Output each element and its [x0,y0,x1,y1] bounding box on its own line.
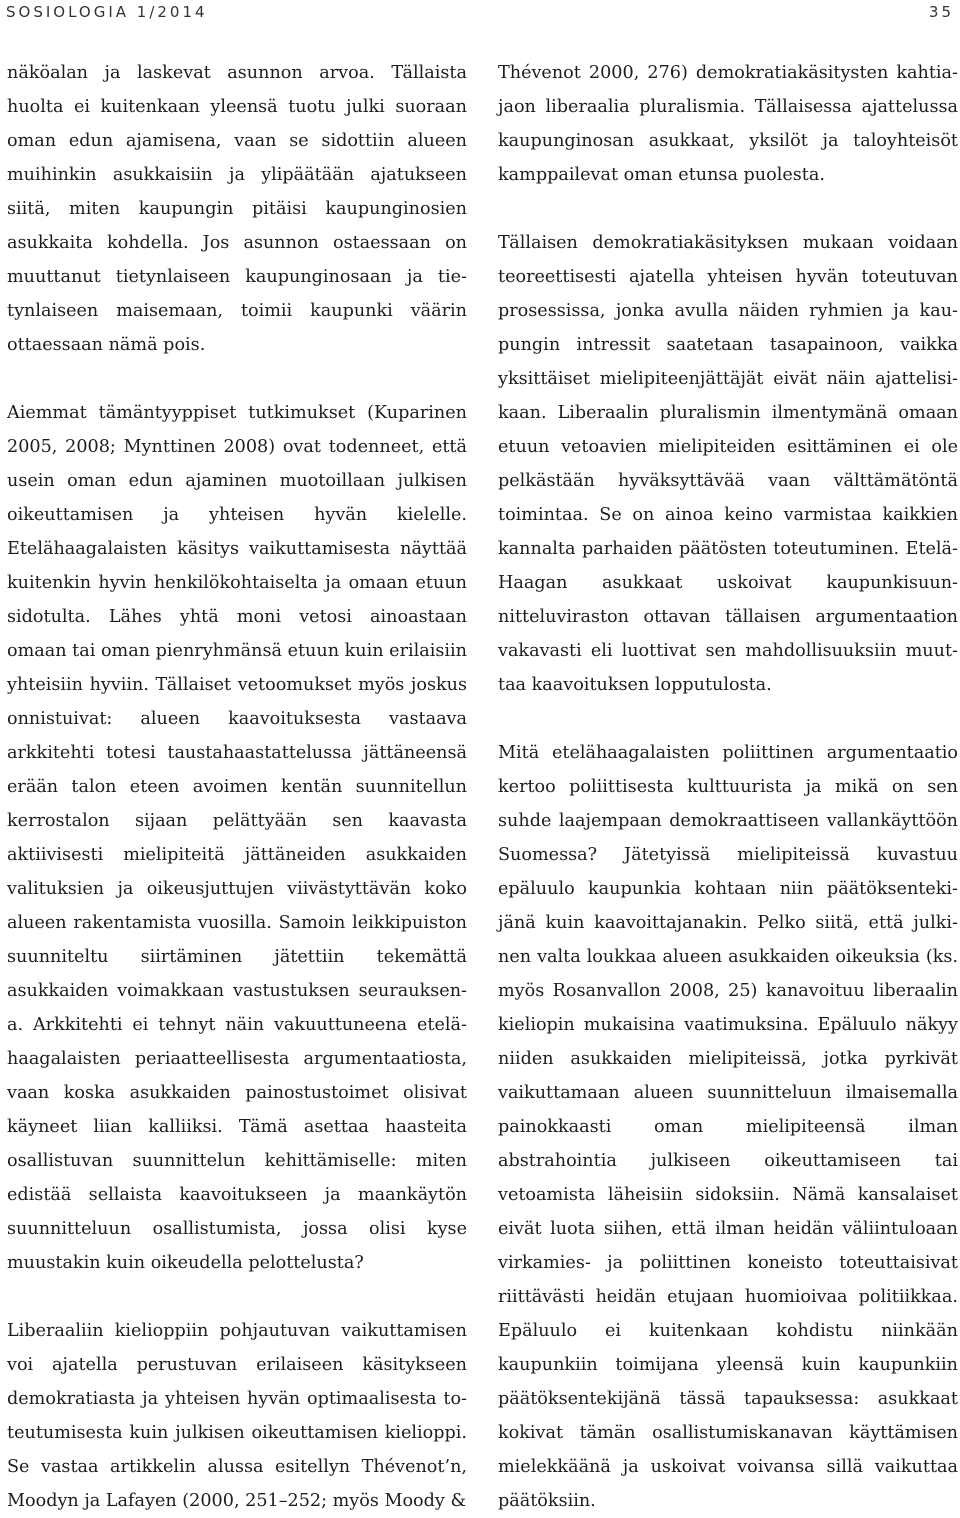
journal-title: SOSIOLOGIA 1/2014 [6,3,208,21]
left-paragraph-3: Liberaaliin kielioppiin pohjautuvan vaikuttamisen voi ajatella perustuvan erilaiseen käsitykseen demokratiasta ja yhteisen hyvän optimaalisesta toteutumisesta kuin julkisen oikeuttamisen kielioppi. Se vastaa artikkelin alussa esitellyn Thévenot’n, Moodyn ja Lafayen (2000, 251–252; myös Moody & [7,1321,467,1511]
page-header [6,0,954,24]
right-paragraph-3: Mitä etelähaagalaisten poliittinen argumentaatio kertoo poliittisesta kulttuurista ja mikä on sen suhde laajempaan demokraattiseen vallankäyttöön Suomessa? Jätetyissä mielipiteissä kuvastuu epäluulo kaupunkia kohtaan niin päätöksentekijänä kuin kaavoittajanakin. Pelko siitä, että julkinen valta loukkaa alueen asukkaiden oikeuksia (ks. myös Rosanvallon 2008, 25) kanavoituu liberaalin kieliopin mukaisina vaatimuksina. Epäluulo näkyy niiden asukkaiden mielipiteissä, jotka pyrkivät vaikuttamaan alueen suunnitteluun ilmaisemalla painokkaasti oman mielipiteensä ilman abstrahointia julkiseen oikeuttamiseen tai vetoamista läheisiin sidoksiin. Nämä kansalaiset eivät luota siihen, että ilman heidän väliintuloaan virkamies- ja poliittinen koneisto toteuttaisivat riittävästi heidän etujaan huomioivaa politiikkaa. Epäluulo ei kuitenkaan kohdistu niinkään kaupunkiin toimijana yleensä kuin kaupunkiin päätöksentekijänä tässä tapauksessa: asukkaat kokivat tämän osallistumiskanavan käyttämisen mielekkäänä ja uskoivat voivansa sillä vaikuttaa päätöksiin. [498,743,958,1511]
left-paragraph-2: Aiemmat tämäntyyppiset tutkimukset (Kuparinen 2005, 2008; Mynttinen 2008) ovat todenneet, että usein oman edun ajaminen muotoillaan julkisen oikeuttamisen ja yhteisen hyvän kielelle. Etelähaagalaisten käsitys vaikuttamisesta näyttää kuitenkin hyvin henkilökohtaiselta ja omaan etuun sidotulta. Lähes yhtä moni vetosi ainoastaan omaan tai oman pienryhmänsä etuun kuin erilaisiin yhteisiin hyviin. Tällaiset vetoomukset myös joskus onnistuivat: alueen kaavoituksesta vastaava arkkitehti totesi taustahaastattelussa jättäneensä erään talon eteen avoimen kentän suunnitellun kerrostalon sijaan pelättyään sen kaavasta aktiivisesti mielipiteitä jättäneiden asukkaiden valituksien ja oikeusjuttujen viivästyttävän koko alueen rakentamista vuosilla. Samoin leikkipuiston suunniteltu siirtäminen jätettiin tekemättä asukkaiden voimakkaan vastustuksen seurauksena. Arkkitehti ei tehnyt näin vakuuttuneena etelähaagalaisten periaatteellisesta argumentaatiosta, vaan koska asukkaiden painostustoimet olisivat käyneet liian kalliiksi. Tämä asettaa haasteita osallistuvan suunnittelun kehittämiselle: miten edistää sellaista kaavoitukseen ja maankäytön suunnitteluun osallistumista, jossa olisi kyse muustakin kuin oikeudella pelottelusta? [7,403,467,1273]
left-paragraph-1: näköalan ja laskevat asunnon arvoa. Tällaista huolta ei kuitenkaan yleensä tuotu julki suoraan oman edun ajamisena, vaan se sidottiin alueen muihinkin asukkaisiin ja ylipäätään ajatukseen siitä, miten kaupungin pitäisi kaupunginosien asukkaita kohdella. Jos asunnon ostaessaan on muuttanut tietynlaiseen kaupunginosaan ja tietynlaiseen maisemaan, toimii kaupunki väärin ottaessaan nämä pois. [7,63,467,355]
right-paragraph-1: Thévenot 2000, 276) demokratiakäsitysten kahtiajaon liberaalia pluralismia. Tällaisessa ajattelussa kaupunginosan asukkaat, yksilöt ja taloyhteisöt kamppailevat oman etunsa puolesta. [498,63,958,185]
page-number: 35 [928,3,954,21]
right-paragraph-2: Tällaisen demokratiakäsityksen mukaan voidaan teoreettisesti ajatella yhteisen hyvän toteutuvan prosessissa, jonka avulla näiden ryhmien ja kaupungin intressit saatetaan tasapainoon, vaikka yksittäiset mielipiteenjättäjät eivät näin ajattelisikaan. Liberaalin pluralismin ilmentymänä omaan etuun vetoavien mielipiteiden esittäminen ei ole pelkästään hyväksyttävää vaan välttämätöntä toimintaa. Se on ainoa keino varmistaa kaikkien kannalta parhaiden päätösten toteutuminen. Etelä-Haagan asukkaat uskoivat kaupunkisuunnitteluviraston ottavan tällaisen argumentaation vakavasti eli luottivat sen mahdollisuuksiin muuttaa kaavoituksen lopputulosta. [498,233,958,695]
left-column [7,56,467,1518]
right-column [498,56,958,1518]
